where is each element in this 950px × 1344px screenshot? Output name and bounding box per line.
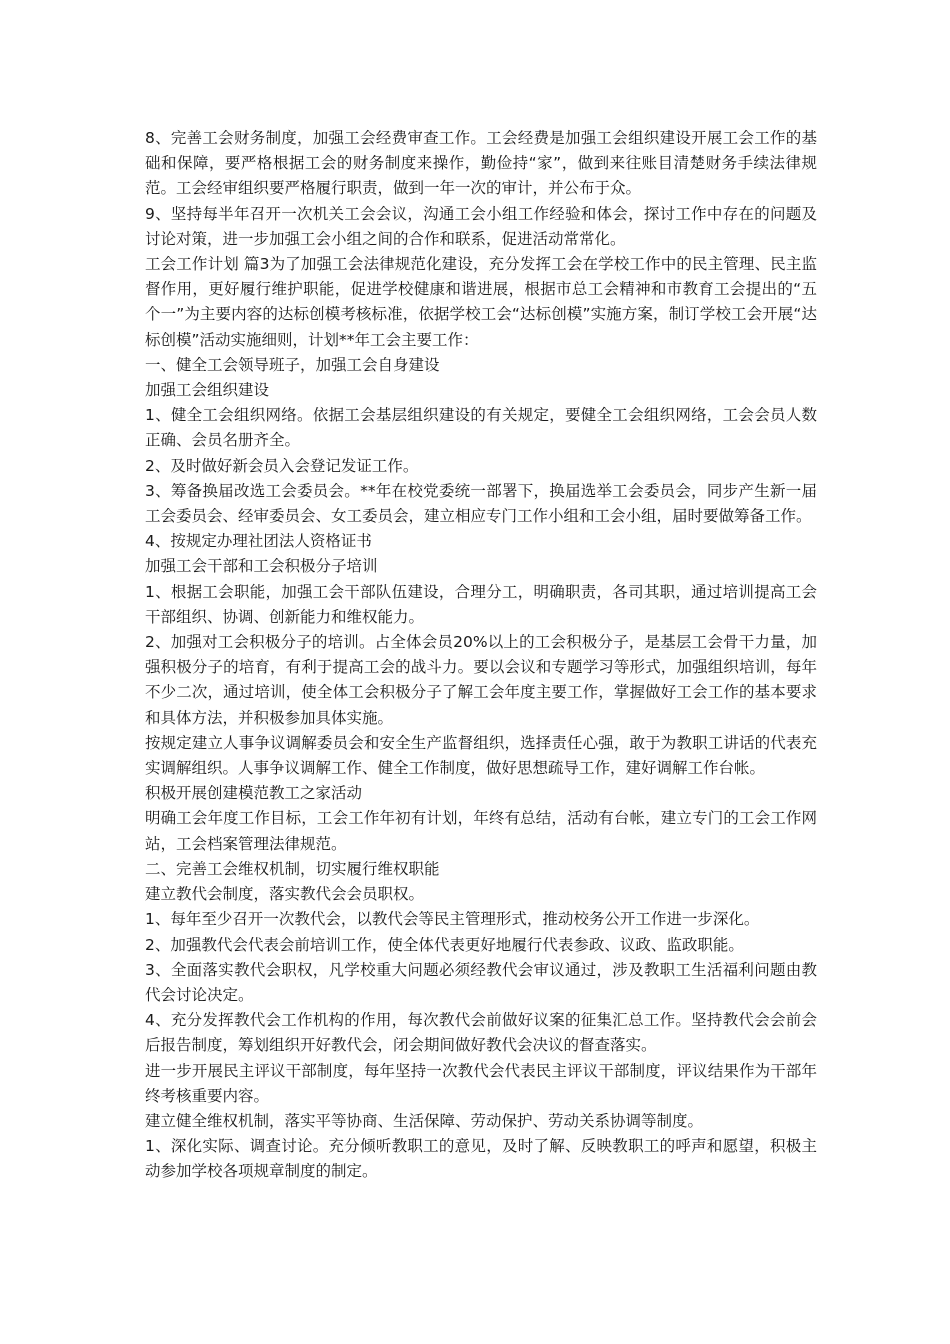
paragraph-training-2: 2、加强对工会积极分子的培训。占全体会员20%以上的工会积极分子，是基层工会骨干力量，加强积极分子的培育，有利于提高工会的战斗力。要以会议和专题学习等形式，加强组织培训，每年不少二次，通过培训，使全体工会积极分子了解工会年度主要工作，掌握做好工会工作的基本要求和具体方法，并积极参加具体实施。: [145, 633, 817, 727]
paragraph-congress-1: 1、每年至少召开一次教代会，以教代会等民主管理形式，推动校务公开工作进一步深化。: [145, 910, 760, 929]
subheading-congress: 建立教代会制度，落实教代会会员职权。: [145, 885, 425, 904]
paragraph-plan-intro: 工会工作计划 篇3为了加强工会法律规范化建设，充分发挥工会在学校工作中的民主管理、民主监督作用，更好履行维护职能，促进学校健康和谐进展，根据市总工会精神和市教育工会提出的“五个一”为主要内容的达标创模考核标准，依据学校工会“达标创模”实施方案，制订学校工会开展“达标创模”活动实施细则，计划**年工会主要工作：: [145, 255, 817, 349]
subheading-organization: 加强工会组织建设: [145, 381, 270, 400]
paragraph-congress-4: 4、充分发挥教代会工作机构的作用，每次教代会前做好议案的征集汇总工作。坚持教代会会前会后报告制度，筹划组织开好教代会，闭会期间做好教代会决议的督查落实。: [145, 1011, 817, 1055]
paragraph-org-2: 2、及时做好新会员入会登记发证工作。: [145, 456, 419, 475]
section-heading-1: 一、健全工会领导班子，加强工会自身建设: [145, 355, 440, 374]
paragraph-org-3: 3、筹备换届改选工会委员会。**年在校党委统一部署下，换届选举工会委员会，同步产生新一届工会委员会、经审委员会、女工委员会，建立相应专门工作小组和工会小组，届时要做筹备工作。: [145, 481, 817, 526]
paragraph-mediation: 按规定建立人事争议调解委员会和安全生产监督组织，选择责任心强，敢于为教职工讲话的代表充实调解组织。人事争议调解工作、健全工作制度，做好思想疏导工作，建好调解工作台帐。: [145, 733, 817, 778]
paragraph-org-4: 4、按规定办理社团法人资格证书: [145, 532, 372, 551]
paragraph-congress-3: 3、全面落实教代会职权，凡学校重大问题必须经教代会审议通过，涉及教职工生活福利问题由教代会讨论决定。: [145, 960, 817, 1004]
paragraph-rights-1: 1、深化实际、调查讨论。充分倾听教职工的意见，及时了解、反映教职工的呼声和愿望，积极主动参加学校各项规章制度的制定。: [145, 1137, 817, 1181]
paragraph-org-1: 1、健全工会组织网络。依据工会基层组织建设的有关规定，要健全工会组织网络，工会会员人数正确、会员名册齐全。: [145, 406, 817, 450]
paragraph-evaluation: 进一步开展民主评议干部制度，每年坚持一次教代会代表民主评议干部制度，评议结果作为干部年终考核重要内容。: [145, 1061, 817, 1105]
paragraph-congress-2: 2、加强教代会代表会前培训工作，使全体代表更好地履行代表参政、议政、监政职能。: [145, 935, 744, 954]
subheading-rights-mechanism: 建立健全维权机制，落实平等协商、生活保障、劳动保护、劳动关系协调等制度。: [145, 1111, 704, 1130]
section-heading-2: 二、完善工会维权机制，切实履行维权职能: [145, 859, 440, 878]
subheading-training: 加强工会干部和工会积极分子培训: [145, 557, 378, 576]
paragraph-model-home: 明确工会年度工作目标，工会工作年初有计划，年终有总结，活动有台帐，建立专门的工会工作网站，工会档案管理法律规范。: [145, 809, 817, 853]
paragraph-training-1: 1、根据工会职能，加强工会干部队伍建设，合理分工，明确职责，各司其职，通过培训提高工会干部组织、协调、创新能力和维权能力。: [145, 582, 817, 626]
subheading-model-home: 积极开展创建模范教工之家活动: [145, 784, 363, 803]
paragraph-item-8: 8、完善工会财务制度，加强工会经费审查工作。工会经费是加强工会组织建设开展工会工作的基础和保障，要严格根据工会的财务制度来操作，勤俭持“家”，做到来往账目清楚财务手续法律规范。工会经审组织要严格履行职责，做到一年一次的审计，并公布于众。: [145, 129, 817, 198]
paragraph-item-9: 9、坚持每半年召开一次机关工会会议，沟通工会小组工作经验和体会，探讨工作中存在的问题及讨论对策，进一步加强工会小组之间的合作和联系，促进活动常常化。: [145, 204, 817, 248]
document-body: [145, 126, 817, 1185]
